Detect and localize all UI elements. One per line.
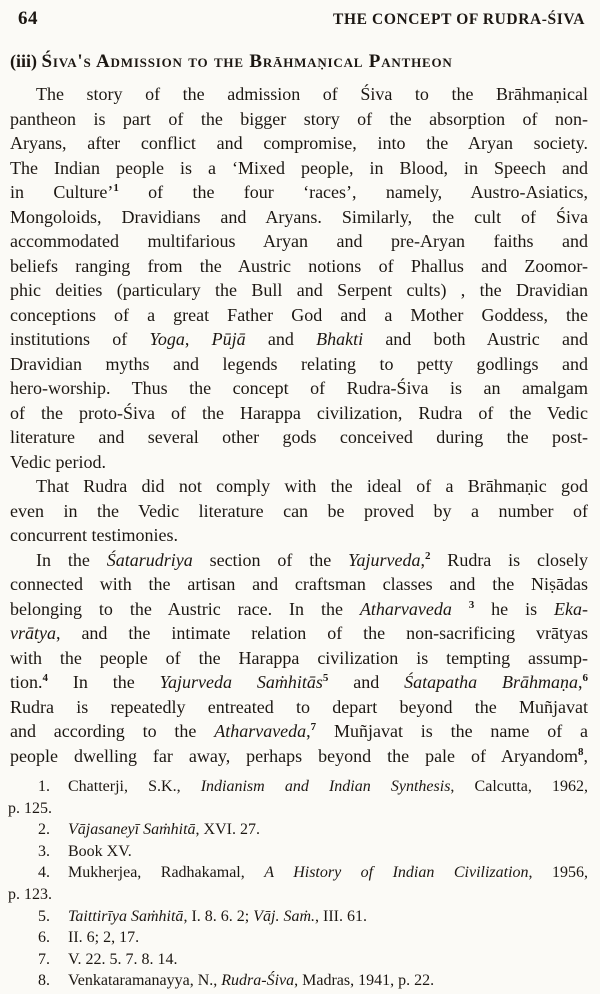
body-line: Vedic period. xyxy=(10,451,106,472)
italic-term: Vājasaneyī Saṁhitā xyxy=(68,821,196,839)
body-line: accommodated multifarious Aryan and pre-Aryan faiths and xyxy=(10,231,588,251)
footnote-line: 4. Mukherjea, Radhakamal, A History of Indian Civilization, 1956, xyxy=(8,862,588,884)
body-line: and according to the Atharvaveda,$^7$ Muñjavat is the name of a xyxy=(10,721,588,741)
body-line: with the people of the Harappa civilization is tempting assump- xyxy=(10,647,588,668)
paragraph xyxy=(10,474,588,548)
footnote-line: 8. Venkataramanayya, N., Rudra-Śiva, Madras, 1941, p. 22. xyxy=(8,970,588,992)
italic-term: Yoga xyxy=(149,329,185,349)
footnote-line: 1. Chatterji, S.K., Indianism and Indian Synthesis, Calcutta, 1962, xyxy=(8,776,588,798)
body-line: concurrent testimonies. xyxy=(10,525,178,545)
body-line: connected with the artisan and craftsman classes and the Niṣādas xyxy=(10,574,588,594)
footnote-number: 3. xyxy=(38,842,50,860)
italic-term: Eka- xyxy=(554,598,588,619)
body-line: phic deities (particulary the Bull and Serpent cults) , the Dravidian xyxy=(10,280,588,300)
body-text xyxy=(10,82,588,768)
body-line: hero-worship. Thus the concept of Rudra-Śiva is an amalgam xyxy=(10,378,588,398)
footnote-line: 3. Book XV. xyxy=(8,841,588,863)
footnote-list xyxy=(8,776,588,992)
italic-term: vrātya xyxy=(10,623,56,643)
footnote-ref: 6 xyxy=(582,672,588,684)
body-line: That Rudra did not comply with the ideal of a Brāhmaṇic god xyxy=(36,476,588,496)
italic-term: Vāj. Saṁ. xyxy=(253,907,315,925)
body-line: Dravidian myths and legends relating to petty godlings and xyxy=(10,353,588,374)
body-line: conceptions of a great Father God and a Mother Goddess, the xyxy=(10,304,588,325)
body-line: tion.$^4$ In the Yajurveda Saṁhitās$^5$ and Śatapatha Brāhmaṇa,$^6$ xyxy=(10,672,588,692)
italic-term: Pūjā xyxy=(211,329,246,349)
italic-term: Atharvaveda xyxy=(359,598,452,619)
footnote-number: 5. xyxy=(38,907,50,925)
italic-term: Rudra-Śiva xyxy=(221,972,295,990)
running-title: THE CONCEPT OF RUDRA-ŚIVA xyxy=(333,11,585,28)
italic-term: Śatapatha Brāhmaṇa xyxy=(404,672,578,692)
footnote-ref: 3 xyxy=(468,598,475,611)
footnote-number: 8. xyxy=(38,972,50,990)
body-line: in Culture’$^1$ of the four ‘races’, namely, Austro-Asiatics, xyxy=(10,182,588,202)
footnote-line: 2. Vājasaneyī Saṁhitā, XVI. 27. xyxy=(8,819,588,841)
footnote-ref: 1 xyxy=(113,182,119,194)
section-heading-text: Śiva's Admission to the Brāhmaṇical Pantheon xyxy=(41,51,453,72)
italic-term: Yajurveda xyxy=(348,549,421,570)
body-line: In the Śatarudriya section of the Yajurveda,$^2$ Rudra is closely xyxy=(36,549,588,570)
body-line: literature and several other gods conceived during the post- xyxy=(10,427,588,447)
italic-term: A History of Indian Civilization xyxy=(264,864,529,882)
paragraph xyxy=(10,82,588,474)
body-line: beliefs ranging from the Austric notions of Phallus and Zoomor- xyxy=(10,255,588,276)
footnote-number: 4. xyxy=(38,864,50,882)
footnote-ref: 4 xyxy=(42,672,49,684)
footnote-line: 6. II. 6; 2, 17. xyxy=(8,927,588,949)
section-heading xyxy=(10,51,588,73)
footnote-ref: 2 xyxy=(424,549,431,562)
footnote-ref: 8 xyxy=(578,745,584,758)
footnote-number: 2. xyxy=(38,821,50,839)
footnote-line: 7. V. 22. 5. 7. 8. 14. xyxy=(8,949,588,971)
body-line: of the proto-Śiva of the Harappa civilization, Rudra of the Vedic xyxy=(10,402,588,423)
footnote-number: 7. xyxy=(38,950,50,968)
italic-term: Śatarudriya xyxy=(106,549,193,570)
footnote-ref: 5 xyxy=(322,672,329,684)
footnote-line: 5. Taittirīya Saṁhitā, I. 8. 6. 2; Vāj. Saṁ., III. 61. xyxy=(8,906,588,928)
body-line: belonging to the Austric race. In the Atharvaveda $^3$ he is Eka- xyxy=(10,598,588,619)
body-line: Aryans, after conflict and compromise, into the Aryan society. xyxy=(10,133,588,153)
body-line: pantheon is part of the bigger story of the absorption of non- xyxy=(10,108,588,129)
footnote-line: p. 125. xyxy=(8,799,52,817)
paragraph xyxy=(10,548,588,769)
page-number: 64 xyxy=(18,8,38,29)
italic-term: Yajurveda Saṁhitās xyxy=(159,672,323,692)
body-line: Rudra is repeatedly entreated to depart beyond the Muñjavat xyxy=(10,696,588,717)
footnote-line: p. 123. xyxy=(8,885,52,903)
footnote-ref: 7 xyxy=(310,721,317,733)
body-line: The Indian people is a ‘Mixed people, in Blood, in Speech and xyxy=(10,157,588,178)
body-line: even in the Vedic literature can be proved by a number of xyxy=(10,500,588,521)
section-heading-prefix: (iii) xyxy=(10,51,42,71)
footnote-number: 6. xyxy=(38,929,50,947)
body-line: people dwelling far away, perhaps beyond the pale of Aryandom$^8$, xyxy=(10,745,588,766)
body-line: Mongoloids, Dravidians and Aryans. Similarly, the cult of Śiva xyxy=(10,206,588,227)
body-line: The story of the admission of Śiva to the Brāhmaṇical xyxy=(36,84,588,104)
italic-term: Bhakti xyxy=(316,329,364,349)
footnote-number: 1. xyxy=(38,778,50,795)
italic-term: Atharvaveda xyxy=(214,721,307,741)
italic-term: Taittirīya Saṁhitā xyxy=(68,907,184,925)
italic-term: Indianism and Indian Synthesis xyxy=(200,778,451,795)
body-line: vrātya, and the intimate relation of the non-sacrificing vrātyas xyxy=(10,623,588,643)
body-line: institutions of Yoga, Pūjā and Bhakti and both Austric and xyxy=(10,329,589,349)
